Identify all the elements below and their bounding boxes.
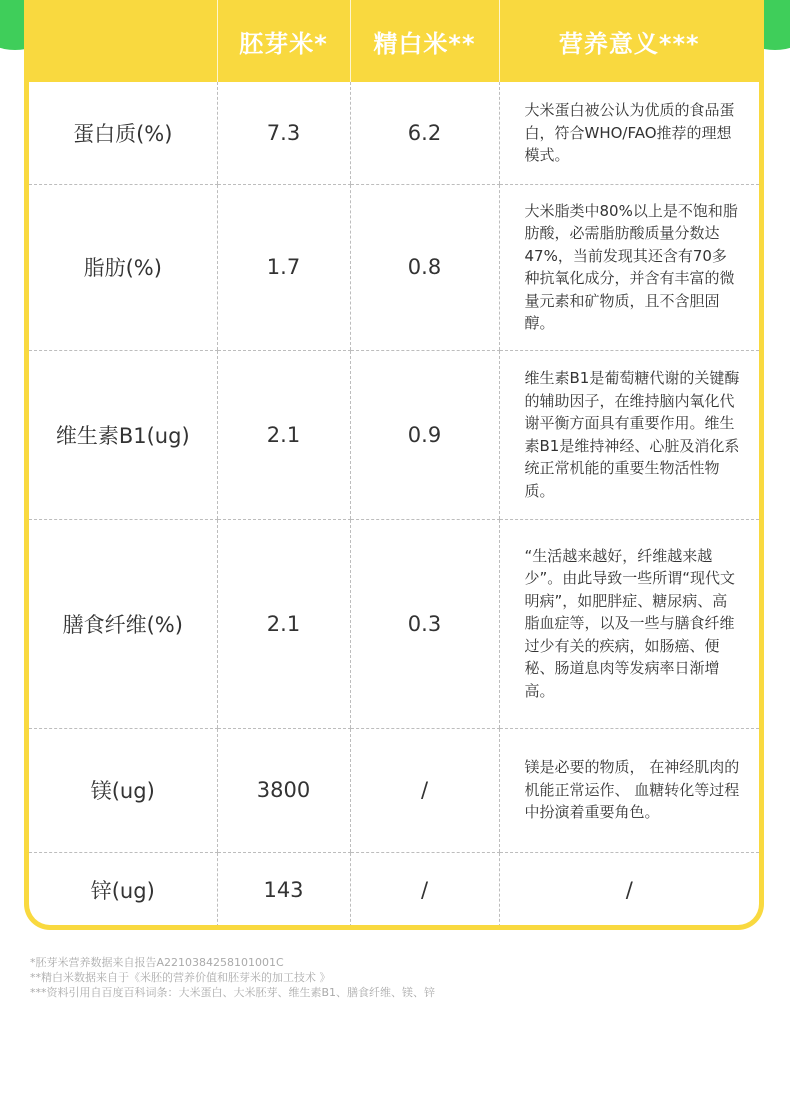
germ-rice-value: 2.1 bbox=[217, 519, 350, 728]
germ-rice-value: 1.7 bbox=[217, 184, 350, 350]
table-row bbox=[29, 728, 759, 852]
nutrition-comparison-table bbox=[29, 0, 759, 927]
nutrient-name: 锌(ug) bbox=[90, 878, 155, 903]
table-row bbox=[29, 852, 759, 927]
table-header-row bbox=[29, 0, 759, 82]
header-item bbox=[29, 0, 217, 82]
footnote-white-rice-source: **精白米数据来自于《米胚的营养价值和胚芽米的加工技术 》 bbox=[30, 971, 331, 984]
germ-rice-value: 3800 bbox=[217, 728, 350, 852]
header-white-rice: 精白米** bbox=[350, 0, 499, 82]
nutrient-name: 膳食纤维(%) bbox=[29, 519, 217, 728]
white-rice-value: 0.9 bbox=[350, 350, 499, 519]
table-row bbox=[29, 350, 759, 519]
white-rice-value: 6.2 bbox=[350, 82, 499, 184]
nutrition-meaning: 镁是必要的物质， 在神经肌肉的机能正常运作、 血糖转化等过程中扮演着重要角色。 bbox=[499, 728, 759, 852]
nutrition-table-card bbox=[24, 0, 764, 930]
table-row bbox=[29, 184, 759, 350]
nutrition-meaning: “生活越来越好，纤维越来越少”。由此导致一些所谓“现代文明病”，如肥胖症、糖尿病、高脂血症等，以及一些与膳食纤维过少有关的疾病，如肠癌、便秘、肠道息肉等发病率日渐增高。 bbox=[499, 519, 759, 728]
white-rice-value: / bbox=[350, 728, 499, 852]
white-rice-value: / bbox=[350, 852, 499, 927]
footnotes bbox=[30, 955, 770, 1000]
footnote-germ-rice-source: *胚芽米营养数据来自报告A2210384258101001C bbox=[30, 956, 284, 969]
nutrient-name: 蛋白质(%) bbox=[29, 82, 217, 184]
germ-rice-value: 2.1 bbox=[217, 350, 350, 519]
nutrition-meaning: / bbox=[499, 852, 759, 927]
header-nutrition-meaning: 营养意义*** bbox=[499, 0, 759, 82]
white-rice-value: 0.3 bbox=[350, 519, 499, 728]
germ-rice-value: 143 bbox=[217, 852, 350, 927]
nutrition-meaning: 大米蛋白被公认为优质的食品蛋白，符合WHO/FAO推荐的理想模式。 bbox=[499, 82, 759, 184]
nutrient-name: 镁(ug) bbox=[29, 728, 217, 852]
germ-rice-value: 7.3 bbox=[217, 82, 350, 184]
nutrition-meaning: 维生素B1是葡萄糖代谢的关键酶的辅助因子，在维持脑内氧化代谢平衡方面具有重要作用。维生素B1是维持神经、心脏及消化系统正常机能的重要生物活性物质。 bbox=[499, 350, 759, 519]
footnote-meaning-source: ***资料引用自百度百科词条：大米蛋白、大米胚芽、维生素B1、膳食纤维、镁、锌 bbox=[30, 986, 436, 999]
nutrient-name: 维生素B1(ug) bbox=[29, 350, 217, 519]
nutrition-meaning: 大米脂类中80%以上是不饱和脂肪酸，必需脂肪酸质量分数达47%，当前发现其还含有70多种抗氧化成分，并含有丰富的微量元素和矿物质，且不含胆固醇。 bbox=[499, 184, 759, 350]
white-rice-value: 0.8 bbox=[350, 184, 499, 350]
table-row bbox=[29, 82, 759, 184]
header-germ-rice: 胚芽米* bbox=[217, 0, 350, 82]
table-row bbox=[29, 519, 759, 728]
nutrient-name: 脂肪(%) bbox=[29, 184, 217, 350]
